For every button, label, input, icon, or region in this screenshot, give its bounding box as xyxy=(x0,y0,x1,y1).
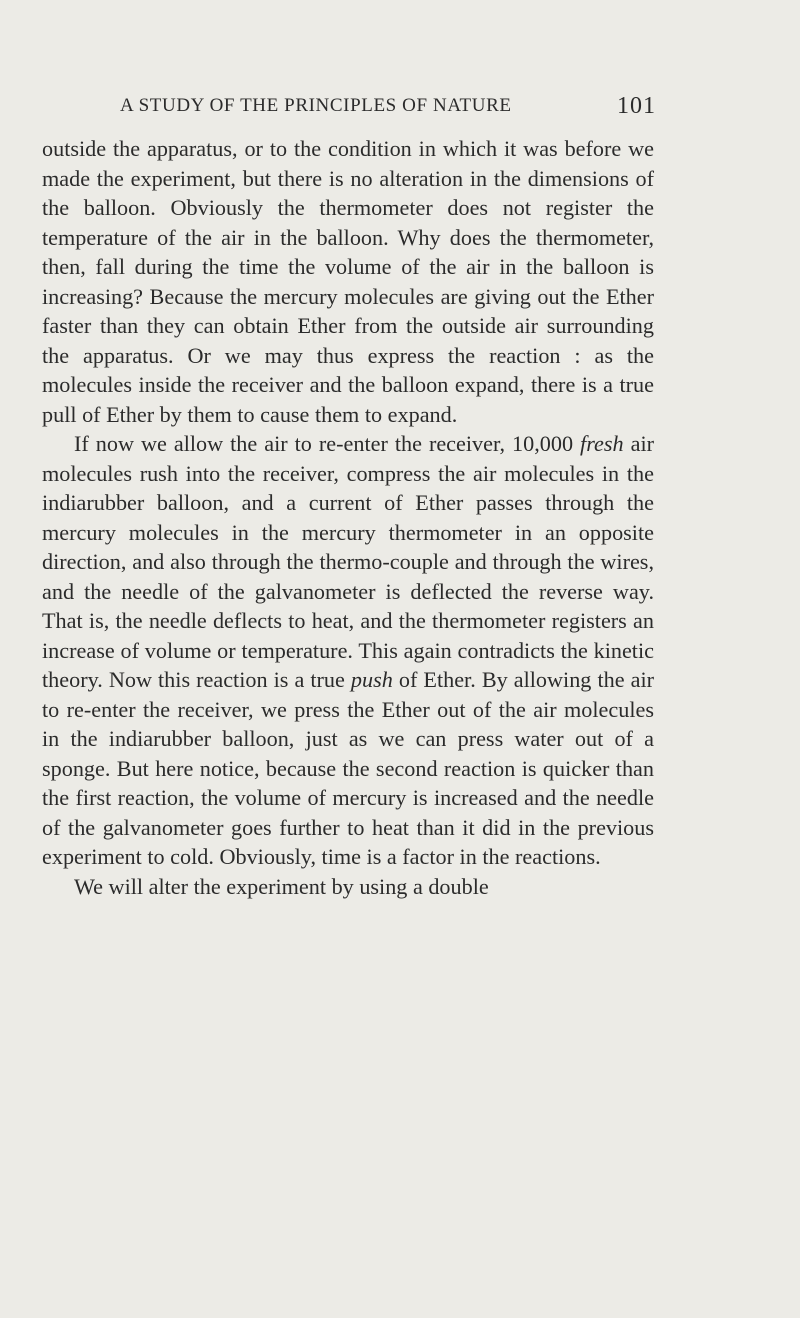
paragraph-2-part-a: If now we allow the air to re-enter the receiver, 10,000 xyxy=(74,431,581,456)
running-head xyxy=(120,95,656,123)
paragraph-2 xyxy=(42,429,654,872)
emphasis-push: push xyxy=(350,667,393,692)
paragraph-2-part-c: of Ether. By allowing the air to re-enter the receiver, we press the Ether out of the air molecules in the indiarubber balloon, just as we can press water out of a sponge. But here notice, because the second reaction is quicker than the first reaction, the volume of mercury is increased and the needle of the galvanometer goes further to heat than it did in the previous experiment to cold. Obviously, time is a factor in the reactions. xyxy=(42,667,654,869)
body-text xyxy=(42,134,654,901)
paragraph-3: We will alter the experiment by using a double xyxy=(74,873,489,899)
paragraph-1: outside the apparatus, or to the condition in which it was before we made the experiment, but there is no alteration in the dimensions of the balloon. Obviously the thermometer does not register the temperature of the air in the balloon. Why does the thermometer, then, fall during the time the volume of the air in the balloon is increasing? Because the mercury molecules are giving out the Ether faster than they can obtain Ether from the outside air surrounding the apparatus. Or we may thus express the reaction : as the molecules inside the receiver and the balloon expand, there is a true pull of Ether by them to cause them to expand. xyxy=(42,136,654,427)
paragraph-2-part-b: air molecules rush into the receiver, compress the air molecules in the indiarubber balloon, and a current of Ether passes through the mercury molecules in the mercury thermometer in an opposite direction, and also through the thermo-couple and through the wires, and the needle of the galvanometer is deflected the reverse way. That is, the needle deflects to heat, and the thermometer registers an increase of volume or temperature. This again contradicts the kinetic theory. Now this reaction is a true xyxy=(42,431,655,692)
emphasis-fresh: fresh xyxy=(580,431,624,456)
running-head-title: A STUDY OF THE PRINCIPLES OF NATURE xyxy=(120,95,512,116)
page-number: 101 xyxy=(617,93,656,119)
